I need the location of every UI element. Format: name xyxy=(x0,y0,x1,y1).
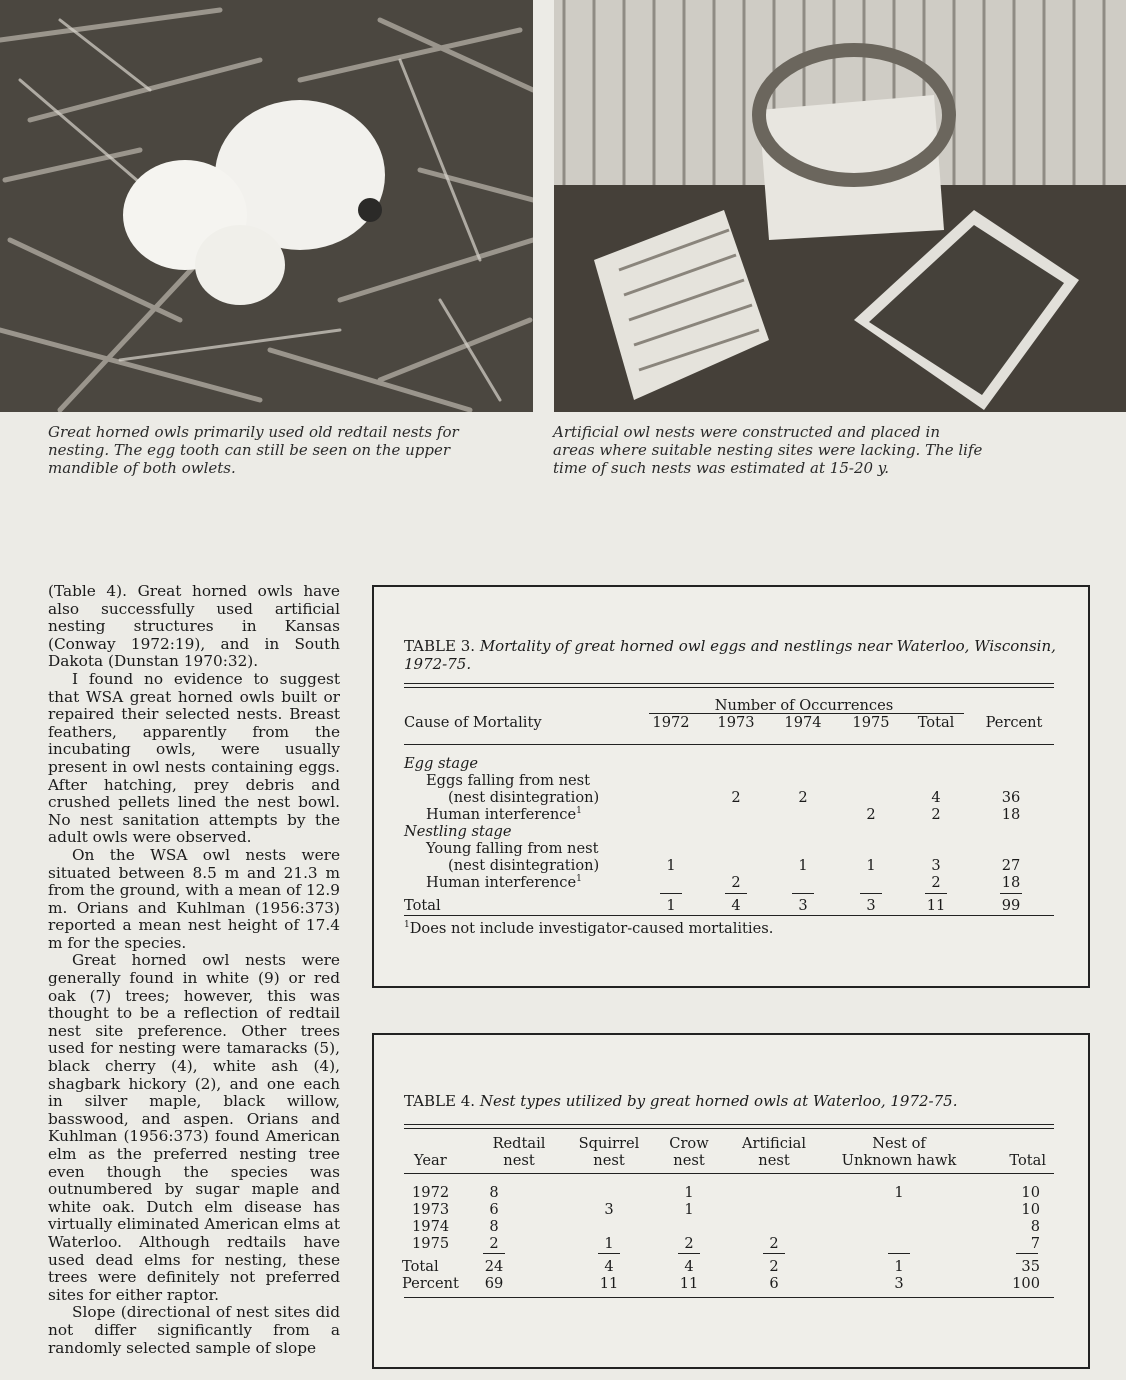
row-label: (nest disintegration) xyxy=(448,789,600,806)
body-paragraph: On the WSA owl nests were situated between 8.5 m and 21.3 m from the ground, with a mean of 12.9 m. Orians and Kuhlman (1956:373) reported a mean nest height of 17.4 m for the species. xyxy=(48,845,340,952)
stage-label: Egg stage xyxy=(404,755,479,772)
column-header: Artificial xyxy=(742,1135,806,1152)
table-cell: 10 xyxy=(1021,1201,1040,1218)
table-cell: 18 xyxy=(1001,806,1021,823)
column-header: Total xyxy=(917,714,955,731)
row-label: Total xyxy=(404,897,441,914)
column-header: nest xyxy=(503,1152,535,1169)
table-cell: 8 xyxy=(1030,1218,1040,1235)
table-cell: 1 xyxy=(604,1235,614,1252)
table-cell: 2 xyxy=(731,874,741,891)
caption-left: Great horned owls primarily used old redtail nests for nesting. The egg tooth can still be seen on the upper mandible of both owlets. xyxy=(48,423,459,477)
row-label: (nest disintegration) xyxy=(448,857,600,874)
table-cell: 2 xyxy=(931,874,941,891)
row-label: Human interference$^1$ xyxy=(426,806,582,823)
table-cell: 1 xyxy=(866,857,876,874)
table-cell: 69 xyxy=(484,1275,504,1292)
body-paragraph: Slope (directional of nest sites did not differ significantly from a randomly selected sample of slope xyxy=(48,1303,340,1357)
column-header: 1974 xyxy=(784,714,822,731)
column-header: Year xyxy=(414,1152,447,1169)
column-header: nest xyxy=(593,1152,625,1169)
row-label: Percent xyxy=(402,1275,459,1292)
column-header: Nest of xyxy=(872,1135,926,1152)
table-cell: 4 xyxy=(931,789,941,806)
group-header: Number of Occurrences xyxy=(714,697,894,714)
table-cell: 99 xyxy=(1001,897,1021,914)
column-header: 1972 xyxy=(652,714,690,731)
table-cell: 10 xyxy=(1021,1184,1040,1201)
table-cell: 3 xyxy=(798,897,808,914)
table-cell: 2 xyxy=(798,789,808,806)
row-label: Eggs falling from nest xyxy=(426,772,590,789)
caption-right: Artificial owl nests were constructed and placed in areas where suitable nesting sites were lacking. The life time of such nests was estimated at 15-20 y. xyxy=(553,423,983,477)
table-cell: 7 xyxy=(1030,1235,1040,1252)
table-cell: 4 xyxy=(684,1258,694,1275)
column-header: Percent xyxy=(985,714,1043,731)
row-label: Young falling from nest xyxy=(426,840,599,857)
table-cell: 1 xyxy=(894,1258,904,1275)
table-cell: 35 xyxy=(1021,1258,1040,1275)
table-cell: 3 xyxy=(604,1201,614,1218)
column-header: Crow xyxy=(669,1135,709,1152)
table-cell: 24 xyxy=(484,1258,504,1275)
table-cell: 4 xyxy=(731,897,741,914)
column-header: Cause of Mortality xyxy=(404,714,542,731)
table-cell: 2 xyxy=(931,806,941,823)
table-cell: 1 xyxy=(684,1201,694,1218)
table-3 xyxy=(372,585,1090,988)
table-cell: 18 xyxy=(1001,874,1021,891)
table-3-title: Mortality of great horned owl eggs and nestlings near Waterloo, Wisconsin, 1972-75. xyxy=(404,637,1056,673)
row-label: Human interference$^1$ xyxy=(426,874,582,891)
table-4-caption xyxy=(404,1092,1064,1110)
table-cell: 11 xyxy=(679,1275,699,1292)
year-cell: 1974 xyxy=(412,1218,450,1235)
table-cell: 2 xyxy=(769,1235,779,1252)
body-paragraph: Great horned owl nests were generally found in white (9) or red oak (7) trees; however, this was thought to be a reflection of redtail nest site preference. Other trees used for nesting were tamaracks (5), black cherry (4), white ash (4), shagbark hickory (2), and one each in silver maple, black willow, basswood, and aspen. Orians and Kuhlman (1956:373) found American elm as the preferred nesting tree even though the species was outnumbered by sugar maple and white oak. Dutch elm disease has virtually eliminated American elms at Waterloo. Although redtails have used dead elms for nesting, these trees were definitely not preferred sites for either raptor. xyxy=(48,951,340,1304)
table-cell: 11 xyxy=(599,1275,619,1292)
table-cell: 2 xyxy=(769,1258,779,1275)
table-cell: 27 xyxy=(1001,857,1021,874)
table-cell: 3 xyxy=(931,857,941,874)
table-3-caption xyxy=(404,637,1064,673)
table-cell: 1 xyxy=(666,897,676,914)
table-4-label: TABLE 4. xyxy=(404,1092,476,1110)
body-paragraph: (Table 4). Great horned owls have also successfully used artificial nesting structures in Kansas (Conway 1972:19), and in South Dakota (Dunstan 1970:32). xyxy=(48,582,340,671)
table-cell: 8 xyxy=(489,1184,499,1201)
column-header: Total xyxy=(1009,1152,1046,1169)
table-cell: 4 xyxy=(604,1258,614,1275)
year-cell: 1975 xyxy=(412,1235,450,1252)
table-cell: 1 xyxy=(666,857,676,874)
table-cell: 3 xyxy=(866,897,876,914)
table-cell: 11 xyxy=(926,897,946,914)
table-cell: 2 xyxy=(731,789,741,806)
column-header: 1973 xyxy=(717,714,755,731)
table-cell: 2 xyxy=(684,1235,694,1252)
body-text-column xyxy=(48,583,340,1357)
column-header: nest xyxy=(673,1152,705,1169)
column-header: Squirrel xyxy=(578,1135,640,1152)
table-cell: 1 xyxy=(684,1184,694,1201)
table-cell: 2 xyxy=(489,1235,499,1252)
year-cell: 1973 xyxy=(412,1201,450,1218)
column-header: Redtail xyxy=(492,1135,546,1152)
table-cell: 3 xyxy=(894,1275,904,1292)
table-3-label: TABLE 3. xyxy=(404,637,476,655)
table-cell: 100 xyxy=(1012,1275,1040,1292)
table-cell: 8 xyxy=(489,1218,499,1235)
artificial-nests-photo xyxy=(554,0,1126,412)
table-cell: 6 xyxy=(489,1201,499,1218)
stage-label: Nestling stage xyxy=(404,823,512,840)
table-4-title: Nest types utilized by great horned owls at Waterloo, 1972-75. xyxy=(479,1092,958,1110)
owlet-nest-photo xyxy=(0,0,533,412)
table-cell: 36 xyxy=(1001,789,1021,806)
table-cell: 1 xyxy=(798,857,808,874)
table-3-footnote: $^1$Does not include investigator-caused mortalities. xyxy=(404,920,774,937)
table-cell: 2 xyxy=(866,806,876,823)
column-header: 1975 xyxy=(852,714,890,731)
column-header: Unknown hawk xyxy=(841,1152,957,1169)
table-cell: 1 xyxy=(894,1184,904,1201)
table-4 xyxy=(372,1033,1090,1369)
row-label: Total xyxy=(402,1258,439,1275)
column-header: nest xyxy=(758,1152,790,1169)
year-cell: 1972 xyxy=(412,1184,450,1201)
table-cell: 6 xyxy=(769,1275,779,1292)
body-paragraph: I found no evidence to suggest that WSA great horned owls built or repaired their selected nests. Breast feathers, apparently from the incubating owls, were usually present in owl nests containing eggs. After hatching, prey debris and crushed pellets lined the nest bowl. No nest sanitation attempts by the adult owls were observed. xyxy=(48,669,340,847)
